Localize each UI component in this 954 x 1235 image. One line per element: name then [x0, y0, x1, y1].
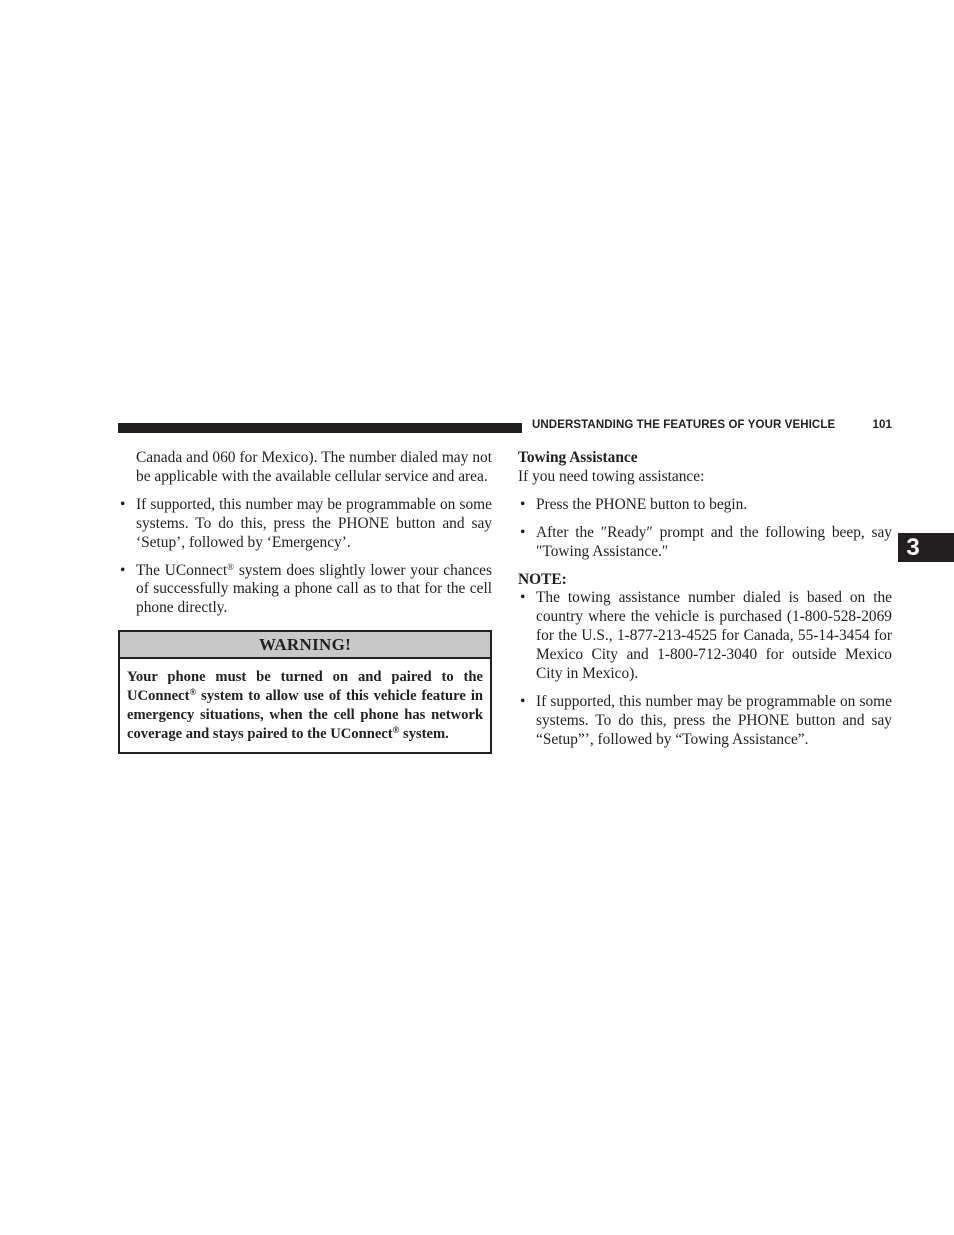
chapter-tab [898, 533, 954, 562]
chapter-number: 3 [906, 534, 920, 561]
section-title: UNDERSTANDING THE FEATURES OF YOUR VEHICLE [532, 419, 836, 431]
warning-text-part: Your phone must be turned on and paired to the UConnect [127, 669, 483, 705]
warning-title: WARNING! [120, 632, 490, 659]
bullet-icon: • [520, 495, 526, 513]
list-item-text: If supported, this number may be programmable on some systems. To do this, press the PHONE button and say ‘Setup’, followed by ‘Emergency’. [136, 495, 492, 551]
bullet-icon: • [120, 495, 126, 513]
bullet-icon: • [520, 523, 526, 541]
warning-box [118, 630, 492, 754]
list-item [518, 693, 892, 750]
registered-mark: ® [392, 724, 400, 735]
page-number: 101 [872, 419, 892, 431]
warning-text [120, 659, 490, 752]
registered-mark: ® [227, 561, 234, 572]
intro-text: If you need towing assistance: [518, 467, 705, 485]
registered-mark: ® [189, 687, 197, 698]
continued-paragraph: Canada and 060 for Mexico). The number dialed may not be applicable with the available cellular service and area. [136, 449, 492, 485]
list-item-text-end: system does slightly lower your chances of successfully making a phone call as to that for the cell phone directly. [136, 561, 492, 617]
list-item [518, 589, 892, 684]
header-rule [118, 423, 522, 433]
bullet-icon: • [520, 692, 526, 710]
list-item-text-start: The UConnect [136, 561, 228, 579]
left-column [118, 449, 492, 754]
section-heading: Towing Assistance [518, 449, 638, 466]
note-label: NOTE: [518, 570, 567, 588]
bullet-icon: • [120, 561, 126, 579]
list-item-text: Press the PHONE button to begin. [536, 495, 748, 513]
list-item [518, 496, 892, 515]
running-header [532, 419, 892, 431]
list-item [118, 496, 492, 553]
list-item [518, 524, 892, 562]
right-column [518, 449, 892, 750]
list-item-text: If supported, this number may be programmable on some systems. To do this, press the PHONE button and say “Setup”’, followed by “Towing Assistance”. [536, 692, 892, 748]
list-item-text: The towing assistance number dialed is based on the country where the vehicle is purchased (1-800-528-2069 for the U.S., 1-877-213-4525 for Canada, 55-14-3454 for Mexico City and 1-800-712-3040 for outside Mexico City in Mexico). [536, 589, 892, 683]
list-item-text: After the ″Ready″ prompt and the following beep, say ″Towing Assistance.″ [536, 523, 892, 560]
bullet-icon: • [520, 589, 526, 607]
list-item [118, 562, 492, 619]
warning-text-part: system. [399, 725, 449, 742]
warning-text-part: system to allow use of this vehicle feature in emergency situations, when the cell phone has network coverage and stays paired to the UConnect [127, 688, 483, 742]
